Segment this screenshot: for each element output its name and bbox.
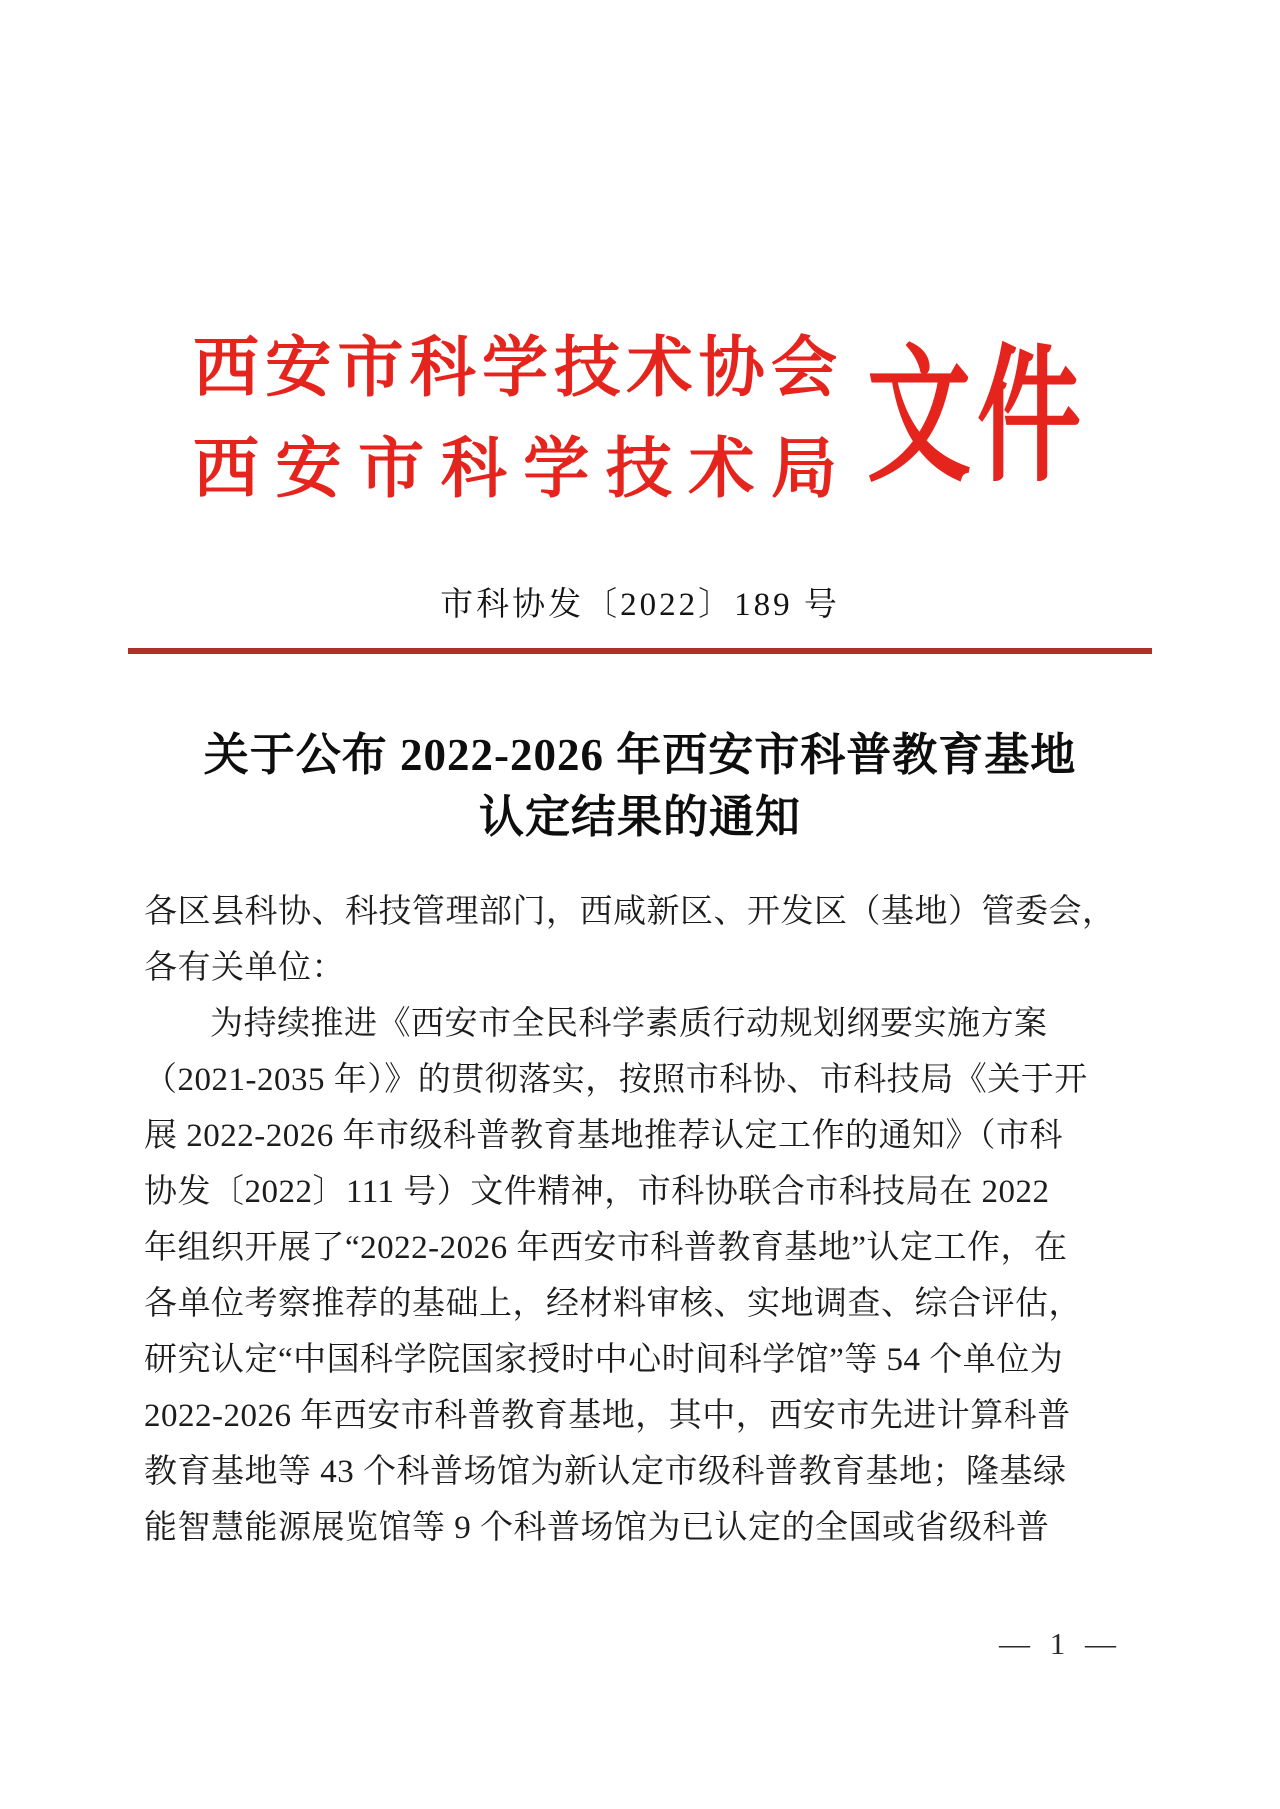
body-line: 协发〔2022〕111 号）文件精神，市科协联合市科技局在 2022 (144, 1174, 1050, 1210)
body-line: 2022-2026 年西安市科普教育基地，其中，西安市先进计算科普 (144, 1398, 1071, 1434)
org-name-line2: 西安市科学技术局 (192, 433, 841, 506)
document-body (144, 884, 1136, 1556)
document-title-line2: 认定结果的通知 (478, 792, 801, 842)
body-line: 为持续推进《西安市全民科学素质行动规划纲要实施方案 (210, 1006, 1048, 1042)
body-line: 各单位考察推荐的基础上，经材料审核、实地调查、综合评估， (144, 1286, 1082, 1322)
red-divider-line (128, 648, 1152, 654)
document-title (0, 724, 1280, 848)
body-line: （2021-2035 年）》的贯彻落实，按照市科协、市科技局《关于开 (144, 1062, 1088, 1098)
body-line: 研究认定“中国科学院国家授时中心时间科学馆”等 54 个单位为 (144, 1342, 1064, 1378)
org-name-line1: 西安市科学技术协会 (192, 332, 841, 405)
body-line: 年组织开展了“2022-2026 年西安市科普教育基地”认定工作，在 (144, 1230, 1068, 1266)
document-reference-number: 市科协发〔2022〕189 号 (440, 587, 840, 623)
body-line: 各有关单位： (144, 950, 345, 986)
body-line: 展 2022-2026 年市级科普教育基地推荐认定工作的通知》（市科 (144, 1118, 1063, 1154)
document-word: 文件 (866, 336, 1087, 500)
page-number: — 1 — (999, 1626, 1122, 1661)
document-title-line1: 关于公布 2022-2026 年西安市科普教育基地 (203, 730, 1077, 780)
body-line: 教育基地等 43 个科普场馆为新认定市级科普教育基地；隆基绿 (144, 1454, 1067, 1490)
body-line: 各区县科协、科技管理部门，西咸新区、开发区（基地）管委会， (144, 894, 1116, 930)
letterhead (0, 318, 1280, 520)
body-line: 能智慧能源展览馆等 9 个科普场馆为已认定的全国或省级科普 (144, 1510, 1050, 1546)
issuing-organizations (193, 318, 841, 520)
